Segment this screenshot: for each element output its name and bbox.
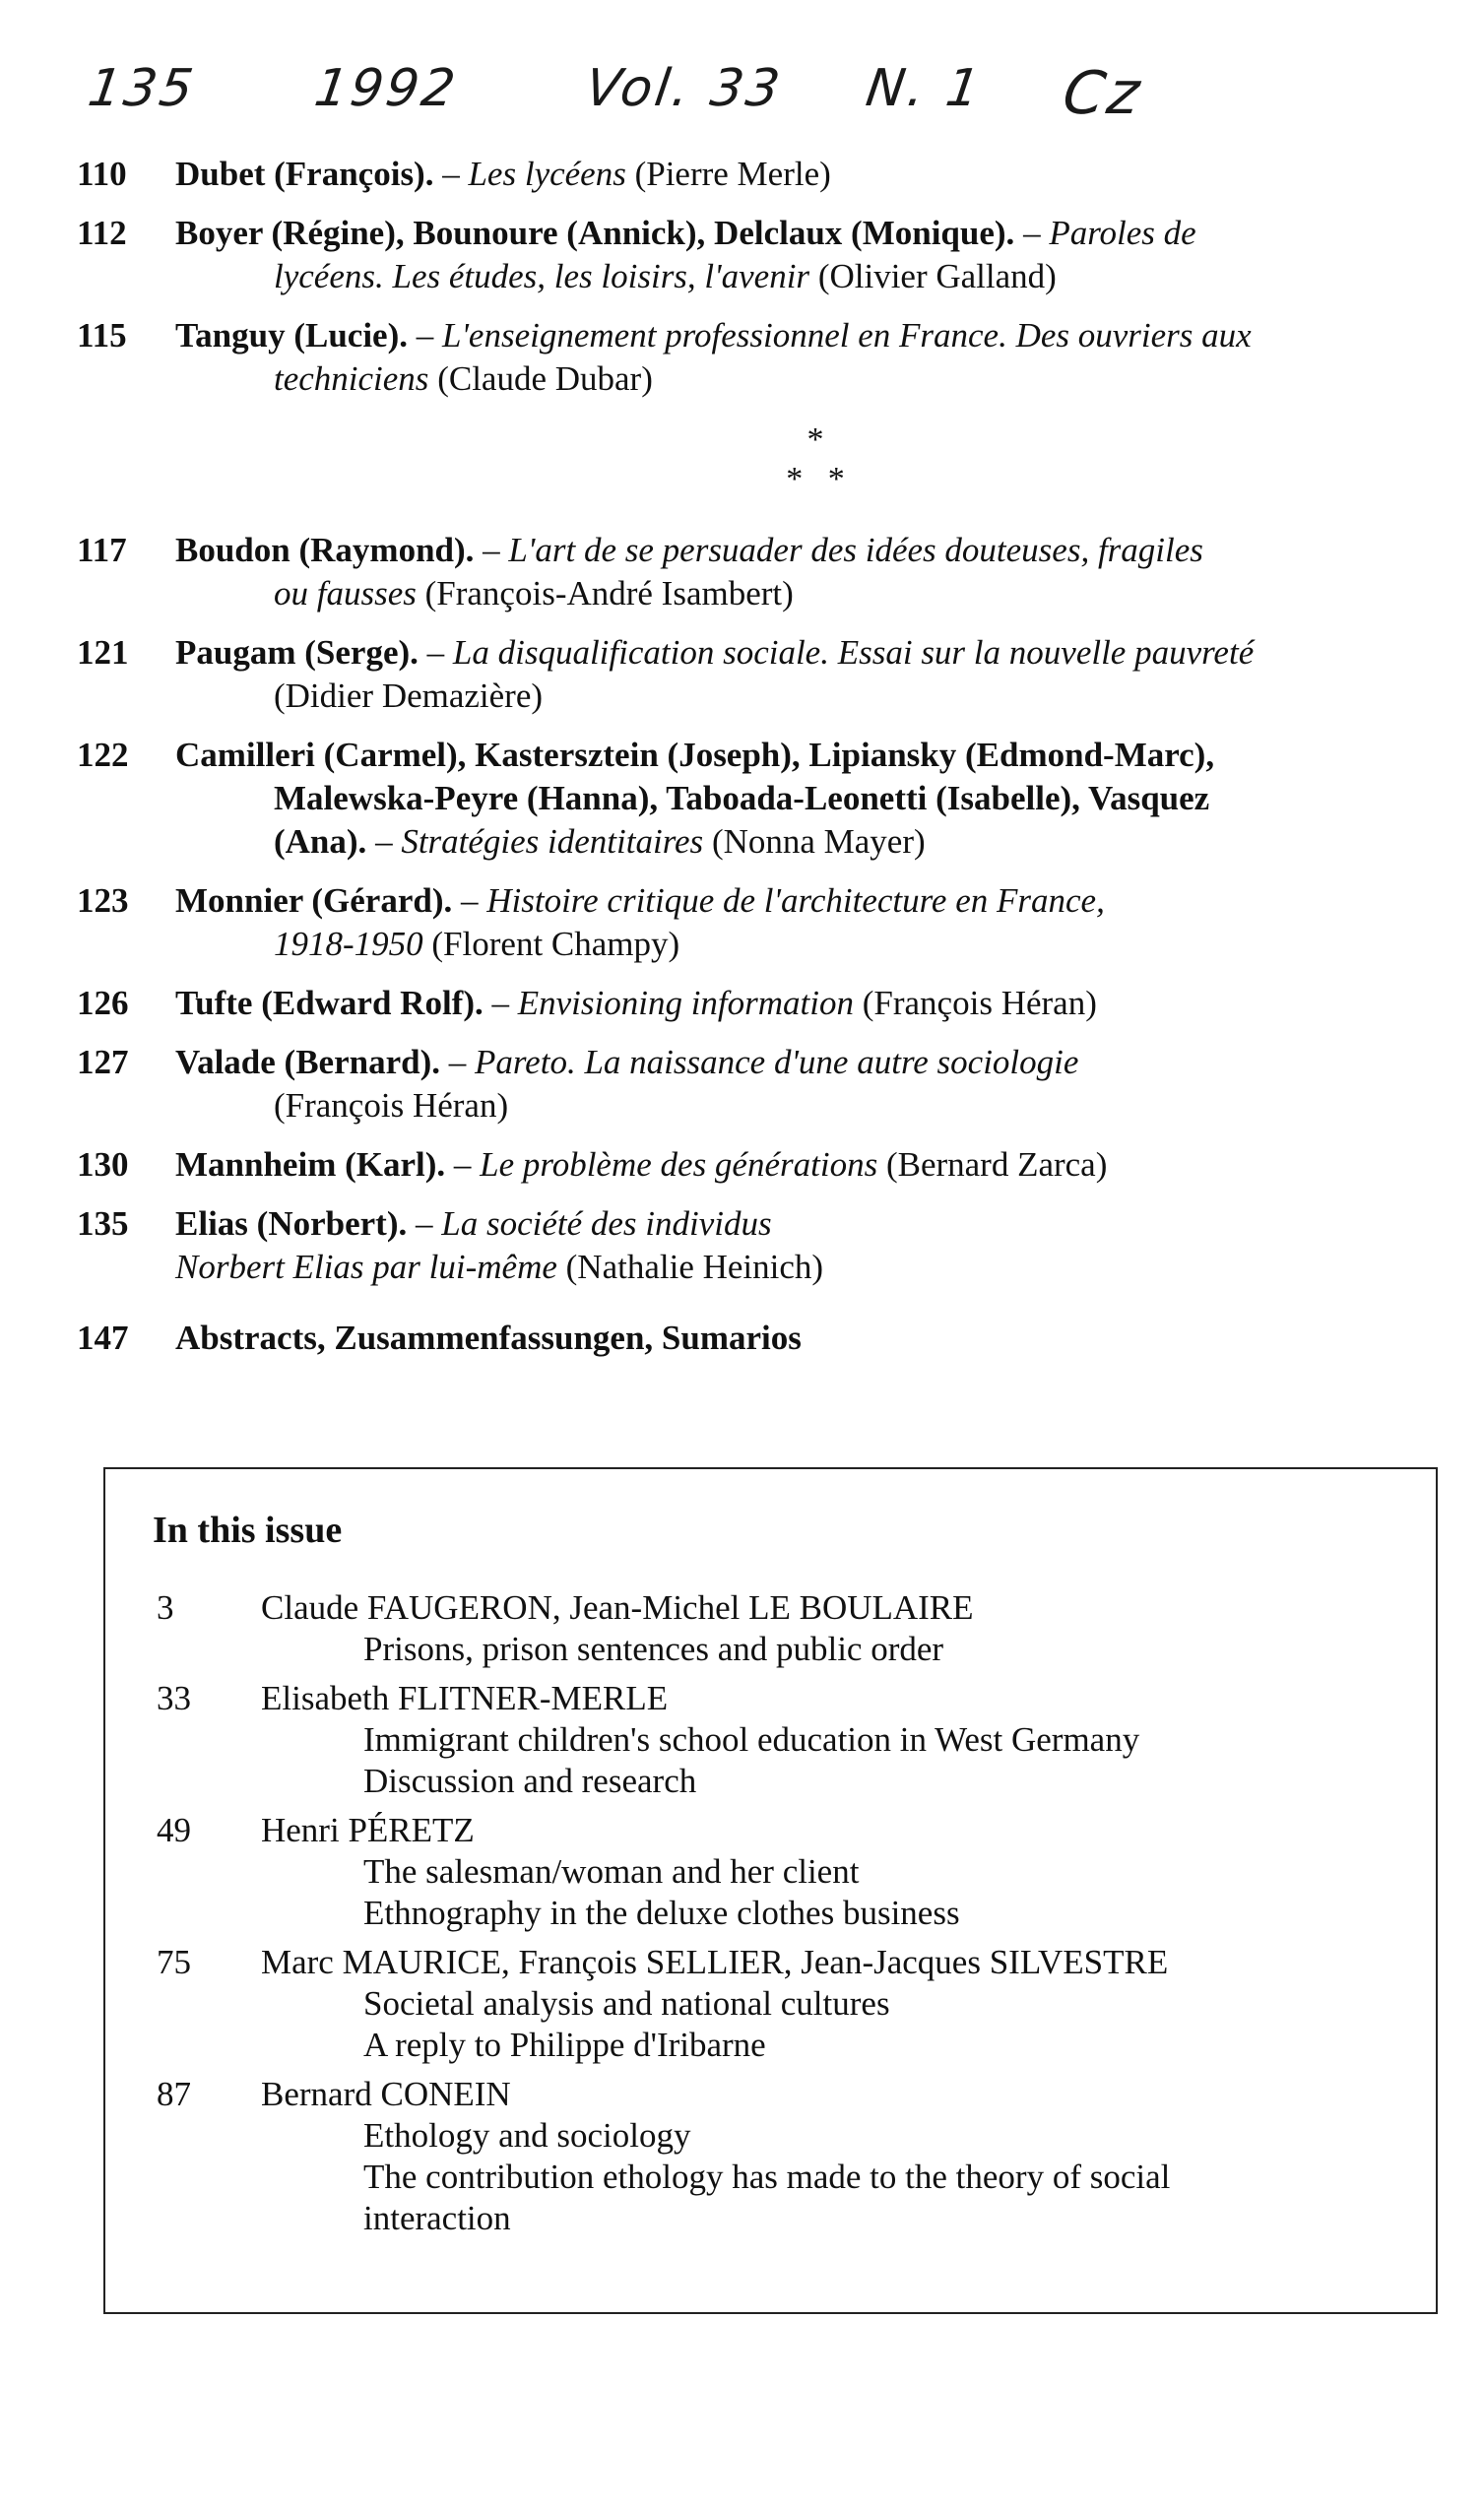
article-authors: Henri PÉRETZ: [261, 1811, 475, 1849]
entry-title: Histoire critique de l'architecture en France,: [486, 881, 1105, 920]
entry-reviewer: (Claude Dubar): [428, 359, 653, 398]
entry-author: Abstracts, Zusammenfassungen, Sumarios: [175, 1319, 802, 1357]
article-page-number: 75: [157, 1943, 191, 1981]
entry-title: Stratégies identitaires: [401, 822, 704, 861]
article-entry: [153, 1942, 1388, 2066]
entry-author: Camilleri (Carmel), Kastersztein (Joseph), Lipiansky (Edmond-Marc),: [175, 736, 1215, 774]
entry-author: Tufte (Edward Rolf).: [175, 984, 484, 1022]
article-page-number: 33: [157, 1679, 191, 1717]
handwritten-annotation: [49, 59, 1162, 167]
page-number: 147: [77, 1319, 129, 1357]
entry-text: Paugam (Serge). – La disqualification sociale. Essai sur la nouvelle pauvreté (Didier Demazière): [175, 633, 1255, 715]
toc-entry: [77, 631, 1406, 718]
page-number: 115: [77, 316, 127, 355]
entry-title-cont: ou fausses: [274, 574, 417, 612]
article-entry: [153, 2074, 1388, 2239]
entry-author: Paugam (Serge).: [175, 633, 419, 672]
article-title-line: Prisons, prison sentences and public order: [363, 1630, 944, 1668]
toc-entry: [77, 1317, 1406, 1360]
article-authors: Elisabeth FLITNER-MERLE: [261, 1679, 669, 1717]
toc-entry: [77, 1041, 1406, 1128]
entry-title: Paroles de: [1049, 214, 1196, 252]
entry-title-cont: Norbert Elias par lui-même: [175, 1248, 557, 1286]
toc-entry: [77, 314, 1406, 401]
toc-entry: [77, 879, 1406, 966]
page-number: 112: [77, 214, 127, 252]
entry-title-cont: lycéens. Les études, les loisirs, l'avenir: [274, 257, 810, 295]
entry-reviewer: (Florent Champy): [422, 925, 680, 963]
entry-title: L'enseignement professionnel en France. Des ouvriers aux: [441, 316, 1252, 355]
entry-reviewer: (Olivier Galland): [809, 257, 1057, 295]
toc-entry: [77, 1202, 1406, 1289]
separator-stars-bottom: * *: [786, 461, 845, 497]
entry-title: La disqualification sociale. Essai sur la nouvelle pauvreté: [452, 633, 1255, 672]
article-page-number: 49: [157, 1811, 191, 1849]
entry-reviewer: (Didier Demazière): [274, 677, 544, 715]
entry-text: Mannheim (Karl). – Le problème des générations (Bernard Zarca): [175, 1145, 1108, 1184]
page-number: 123: [77, 881, 129, 920]
handwritten-volume: Vol. 33: [581, 59, 787, 118]
entry-reviewer: (Nathalie Heinich): [556, 1248, 824, 1286]
handwritten-issue: N. 1: [862, 59, 987, 118]
entry-title-cont: techniciens: [274, 359, 429, 398]
article-title-line: A reply to Philippe d'Iribarne: [363, 2026, 766, 2064]
table-of-contents: [77, 153, 1406, 1376]
entry-reviewer: (François Héran): [274, 1086, 509, 1125]
toc-entry: [77, 734, 1406, 864]
handwritten-code: Cz: [1059, 59, 1147, 128]
entry-reviewer: (François Héran): [854, 984, 1097, 1022]
article-page-number: 3: [157, 1588, 174, 1627]
entry-author: Valade (Bernard).: [175, 1043, 440, 1081]
article-title-line: The contribution ethology has made to the theory of social: [363, 2158, 1171, 2196]
handwritten-year: 1992: [310, 59, 462, 118]
page-number: 122: [77, 736, 129, 774]
entry-text: Elias (Norbert). – La société des individus Norbert Elias par lui-même (Nathalie Heinich): [175, 1204, 824, 1286]
entry-text: Valade (Bernard). – Pareto. La naissance d'une autre sociologie (François Héran): [175, 1043, 1079, 1125]
page-number: 117: [77, 531, 127, 569]
section-separator: [77, 420, 1406, 499]
article-title-line: Ethnography in the deluxe clothes business: [363, 1894, 960, 1932]
page-number: 126: [77, 984, 129, 1022]
entry-text: Boudon (Raymond). – L'art de se persuader des idées douteuses, fragiles ou fausses (François-André Isambert): [175, 531, 1203, 612]
entry-reviewer: (Nonna Mayer): [703, 822, 926, 861]
handwritten-page-number: 135: [84, 59, 200, 118]
entry-text: Tufte (Edward Rolf). – Envisioning information (François Héran): [175, 984, 1097, 1022]
in-this-issue-box: [103, 1467, 1438, 2314]
entry-text: Tanguy (Lucie). – L'enseignement professionnel en France. Des ouvriers aux techniciens (Claude Dubar): [175, 316, 1252, 398]
toc-entry: [77, 529, 1406, 615]
article-title-line: The salesman/woman and her client: [363, 1852, 860, 1891]
article-page-number: 87: [157, 2075, 191, 2113]
entry-author-cont2: (Ana).: [274, 822, 367, 861]
page-number: 130: [77, 1145, 129, 1184]
article-entry: [153, 1678, 1388, 1802]
article-title-line: interaction: [363, 2199, 511, 2237]
entry-title: Les lycéens: [468, 155, 626, 193]
entry-author: Tanguy (Lucie).: [175, 316, 408, 355]
article-entry: [153, 1810, 1388, 1934]
toc-entry: [77, 212, 1406, 298]
entry-author: Boyer (Régine), Bounoure (Annick), Delclaux (Monique).: [175, 214, 1015, 252]
entry-text: Monnier (Gérard). – Histoire critique de l'architecture en France, 1918-1950 (Florent Champy): [175, 881, 1105, 963]
entry-title: L'art de se persuader des idées douteuses, fragiles: [508, 531, 1203, 569]
article-entry: [153, 1587, 1388, 1670]
entry-reviewer: (François-André Isambert): [416, 574, 794, 612]
article-title-line: Societal analysis and national cultures: [363, 1984, 890, 2023]
article-authors: Marc MAURICE, François SELLIER, Jean-Jacques SILVESTRE: [261, 1943, 1169, 1981]
box-heading: In this issue: [153, 1510, 343, 1551]
entry-reviewer: (Bernard Zarca): [877, 1145, 1108, 1184]
page-number: 121: [77, 633, 129, 672]
page-number: 135: [77, 1204, 129, 1243]
entry-author: Mannheim (Karl).: [175, 1145, 446, 1184]
toc-entry: [77, 982, 1406, 1025]
article-title-line: Immigrant children's school education in West Germany: [363, 1720, 1140, 1759]
entry-text: Boyer (Régine), Bounoure (Annick), Delclaux (Monique). – Paroles de lycéens. Les études, les loisirs, l'avenir (Olivier Galland): [175, 214, 1196, 295]
toc-entry: [77, 1143, 1406, 1187]
article-authors: Claude FAUGERON, Jean-Michel LE BOULAIRE: [261, 1588, 974, 1627]
entry-author: Dubet (François).: [175, 155, 434, 193]
entry-author: Elias (Norbert).: [175, 1204, 408, 1243]
entry-title: Pareto. La naissance d'une autre sociologie: [474, 1043, 1079, 1081]
entry-text: Camilleri (Carmel), Kastersztein (Joseph), Lipiansky (Edmond-Marc), Malewska-Peyre (Hanna), Taboada-Leonetti (Isabelle), Vasquez (Ana). – Stratégies identitaires (Nonna Mayer): [175, 736, 1215, 861]
entry-author: Boudon (Raymond).: [175, 531, 475, 569]
entry-reviewer: (Pierre Merle): [625, 155, 831, 193]
entry-title: Le problème des générations: [480, 1145, 878, 1184]
toc-entry: [77, 153, 1406, 196]
entry-text: [175, 1317, 1406, 1360]
page-number: 127: [77, 1043, 129, 1081]
entry-author-cont: Malewska-Peyre (Hanna), Taboada-Leonetti (Isabelle), Vasquez: [274, 779, 1210, 817]
article-title-line: Discussion and research: [363, 1762, 697, 1800]
article-title-line: Ethology and sociology: [363, 2116, 691, 2155]
entry-text: Dubet (François). – Les lycéens (Pierre Merle): [175, 155, 831, 193]
page-number: 110: [77, 155, 127, 193]
entry-title-cont: 1918-1950: [274, 925, 423, 963]
entry-title: La société des individus: [441, 1204, 772, 1243]
separator-star-top: *: [807, 421, 824, 458]
entry-title: Envisioning information: [517, 984, 854, 1022]
article-authors: Bernard CONEIN: [261, 2075, 511, 2113]
entry-author: Monnier (Gérard).: [175, 881, 453, 920]
